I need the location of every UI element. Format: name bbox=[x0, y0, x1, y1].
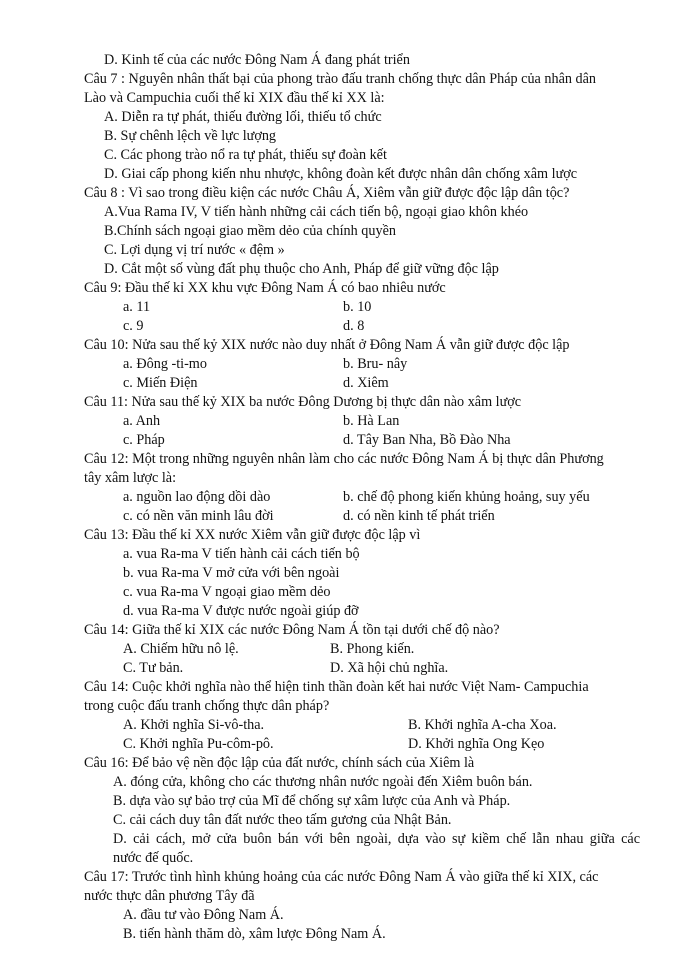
option-d: d. Xiêm bbox=[343, 375, 389, 391]
question-7: Câu 7 : Nguyên nhân thất bại của phong trào đấu tranh chống thực dân Pháp của nhân dân bbox=[84, 71, 596, 87]
text-line: trong cuộc đấu tranh chống thực dân pháp? bbox=[84, 698, 330, 714]
option-c: C. Các phong trào nổ ra tự phát, thiếu sự đoàn kết bbox=[104, 147, 387, 163]
question-17: Câu 17: Trước tình hình khủng hoảng của các nước Đông Nam Á vào giữa thế kỉ XIX, các bbox=[84, 869, 599, 885]
text-line: Lào và Campuchia cuối thế kỉ XIX đầu thế kỉ XX là: bbox=[84, 90, 385, 106]
option-b: B. Khởi nghĩa A-cha Xoa. bbox=[408, 717, 557, 733]
option-a: a. 11 bbox=[123, 299, 151, 315]
option-d: d. 8 bbox=[343, 318, 365, 334]
option-d: d. Tây Ban Nha, Bồ Đào Nha bbox=[343, 432, 511, 448]
question-8: Câu 8 : Vì sao trong điều kiện các nước Châu Á, Xiêm vẫn giữ được độc lập dân tộc? bbox=[84, 185, 570, 201]
option-b: B. Phong kiến. bbox=[330, 641, 415, 657]
option-d: d. vua Ra-ma V được nước ngoài giúp đỡ bbox=[123, 603, 359, 619]
option-b: b. Bru- nây bbox=[343, 356, 408, 372]
option-c: C. Tư bản. bbox=[123, 660, 184, 676]
option-a: A.Vua Rama IV, V tiến hành những cải cách tiến bộ, ngoại giao khôn khéo bbox=[104, 204, 529, 220]
option-c: c. vua Ra-ma V ngoại giao mềm dẻo bbox=[123, 584, 331, 600]
question-9: Câu 9: Đầu thế kỉ XX khu vực Đông Nam Á có bao nhiêu nước bbox=[84, 280, 446, 296]
text-line: D. Kinh tế của các nước Đông Nam Á đang phát triển bbox=[104, 52, 410, 68]
option-c: c. Pháp bbox=[123, 432, 165, 448]
option-d: D. Khởi nghĩa Ong Kẹo bbox=[408, 736, 545, 752]
option-b: b. Hà Lan bbox=[343, 413, 400, 429]
text-line: nước đế quốc. bbox=[113, 850, 194, 866]
question-11: Câu 11: Nửa sau thế kỷ XIX ba nước Đông Dương bị thực dân nào xâm lược bbox=[84, 394, 522, 410]
option-b: B. tiến hành thăm dò, xâm lược Đông Nam Á. bbox=[123, 926, 386, 942]
option-a: A. đóng cửa, không cho các thương nhân nước ngoài đến Xiêm buôn bán. bbox=[113, 774, 533, 790]
question-14b: Câu 14: Cuộc khởi nghĩa nào thể hiện tinh thần đoàn kết hai nước Việt Nam- Campuchia bbox=[84, 679, 589, 695]
option-b: b. 10 bbox=[343, 299, 372, 315]
option-b: b. vua Ra-ma V mở cửa với bên ngoài bbox=[123, 565, 340, 581]
option-b: B.Chính sách ngoại giao mềm dẻo của chính quyền bbox=[104, 223, 396, 239]
question-13: Câu 13: Đầu thế kỉ XX nước Xiêm vẫn giữ được độc lập vì bbox=[84, 527, 421, 543]
question-12: Câu 12: Một trong những nguyên nhân làm cho các nước Đông Nam Á bị thực dân Phương bbox=[84, 451, 604, 467]
option-c: c. có nền văn minh lâu đời bbox=[123, 508, 274, 524]
option-c: c. Miến Điện bbox=[123, 375, 198, 391]
option-a: A. Chiếm hữu nô lệ. bbox=[123, 641, 239, 657]
question-16: Câu 16: Để bảo vệ nền độc lập của đất nước, chính sách của Xiêm là bbox=[84, 755, 475, 771]
option-d: D. Giai cấp phong kiến nhu nhược, không đoàn kết được nhân dân chống xâm lược bbox=[104, 166, 578, 182]
option-a: a. nguồn lao động dồi dào bbox=[123, 489, 271, 505]
option-a: A. Diễn ra tự phát, thiếu đường lối, thiếu tổ chức bbox=[104, 109, 382, 125]
option-d: D. cải cách, mở cửa buôn bán với bên ngoài, dựa vào sự kiềm chế lẫn nhau giữa các bbox=[113, 831, 640, 847]
option-c: c. 9 bbox=[123, 318, 144, 334]
option-d: D. Xã hội chủ nghĩa. bbox=[330, 660, 449, 676]
text-line: tây xâm lược là: bbox=[84, 470, 177, 486]
option-c: C. Khởi nghĩa Pu-côm-pô. bbox=[123, 736, 274, 752]
option-b: b. chế độ phong kiến khủng hoảng, suy yếu bbox=[343, 489, 590, 505]
question-14: Câu 14: Giữa thế kỉ XIX các nước Đông Nam Á tồn tại dưới chế độ nào? bbox=[84, 622, 500, 638]
option-c: C. cải cách duy tân đất nước theo tấm gương của Nhật Bản. bbox=[113, 812, 452, 828]
option-a: A. Khởi nghĩa Si-vô-tha. bbox=[123, 717, 265, 733]
option-a: A. đầu tư vào Đông Nam Á. bbox=[123, 907, 284, 923]
option-a: a. Anh bbox=[123, 413, 161, 429]
text-line: nước thực dân phương Tây đã bbox=[84, 888, 255, 904]
option-a: a. vua Ra-ma V tiến hành cải cách tiến bộ bbox=[123, 546, 360, 562]
question-10: Câu 10: Nửa sau thế kỷ XIX nước nào duy nhất ở Đông Nam Á vẫn giữ được độc lập bbox=[84, 337, 570, 353]
option-d: D. Cắt một số vùng đất phụ thuộc cho Anh, Pháp để giữ vững độc lập bbox=[104, 261, 499, 277]
option-b: B. dựa vào sự bảo trợ của Mĩ để chống sự xâm lược của Anh và Pháp. bbox=[113, 793, 511, 809]
option-a: a. Đông -ti-mo bbox=[123, 356, 207, 372]
option-d: d. có nền kinh tế phát triển bbox=[343, 508, 495, 524]
option-c: C. Lợi dụng vị trí nước « đệm » bbox=[104, 242, 285, 258]
option-b: B. Sự chênh lệch về lực lượng bbox=[104, 128, 277, 144]
